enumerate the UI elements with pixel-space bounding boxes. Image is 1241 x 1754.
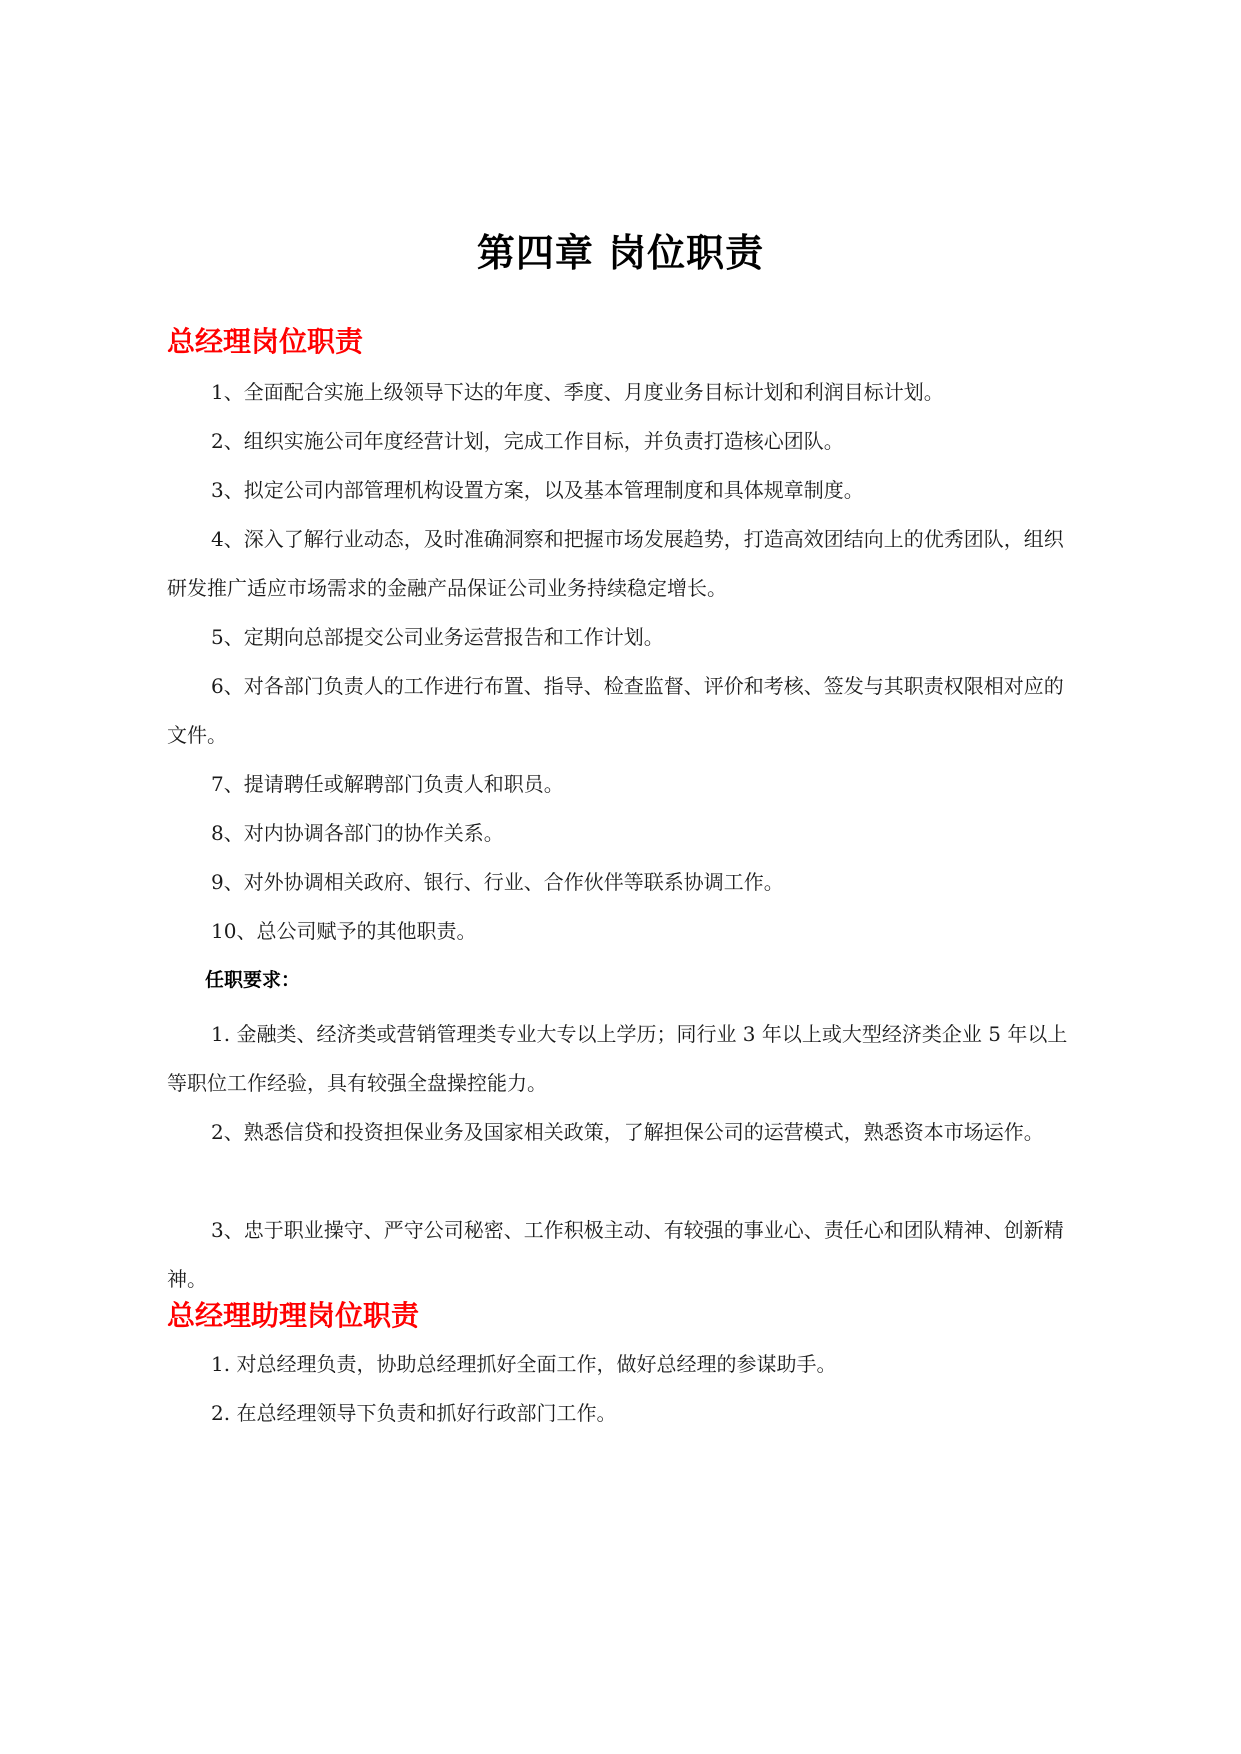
requirement-item: 1. 金融类、经济类或营销管理类专业大专以上学历；同行业 3 年以上或大型经济类企业 5 年以上等职位工作经验，具有较强全盘操控能力。 [167,1022,1068,1095]
duty-item: 9、对外协调相关政府、银行、行业、合作伙伴等联系协调工作。 [211,870,784,894]
duty-item: 5、定期向总部提交公司业务运营报告和工作计划。 [211,625,664,649]
duty-item: 1、全面配合实施上级领导下达的年度、季度、月度业务目标计划和利润目标计划。 [211,380,944,404]
duty-item: 8、对内协调各部门的协作关系。 [211,821,504,845]
duty-item: 4、深入了解行业动态，及时准确洞察和把握市场发展趋势，打造高效团结向上的优秀团队，组织研发推广适应市场需求的金融产品保证公司业务持续稳定增长。 [167,527,1064,600]
duty-item: 1. 对总经理负责，协助总经理抓好全面工作，做好总经理的参谋助手。 [211,1352,837,1376]
requirement-item: 3、忠于职业操守、严守公司秘密、工作积极主动、有较强的事业心、责任心和团队精神、创新精神。 [167,1218,1064,1291]
duty-item: 2. 在总经理领导下负责和抓好行政部门工作。 [211,1401,617,1425]
duty-item: 7、提请聘任或解聘部门负责人和职员。 [211,772,564,796]
duty-item: 2、组织实施公司年度经营计划，完成工作目标，并负责打造核心团队。 [211,429,844,453]
duty-item: 10、总公司赋予的其他职责。 [211,919,477,943]
duty-item: 3、拟定公司内部管理机构设置方案，以及基本管理制度和具体规章制度。 [211,478,864,502]
requirement-item: 2、熟悉信贷和投资担保业务及国家相关政策，了解担保公司的运营模式，熟悉资本市场运作。 [211,1120,1044,1144]
duty-item: 6、对各部门负责人的工作进行布置、指导、检查监督、评价和考核、签发与其职责权限相对应的文件。 [167,674,1064,747]
chapter-title: 第四章 岗位职责 [476,231,765,275]
section-heading-assistant-general-manager: 总经理助理岗位职责 [167,1299,420,1332]
section-heading-general-manager: 总经理岗位职责 [167,325,364,358]
requirements-heading: 任职要求： [205,969,301,991]
